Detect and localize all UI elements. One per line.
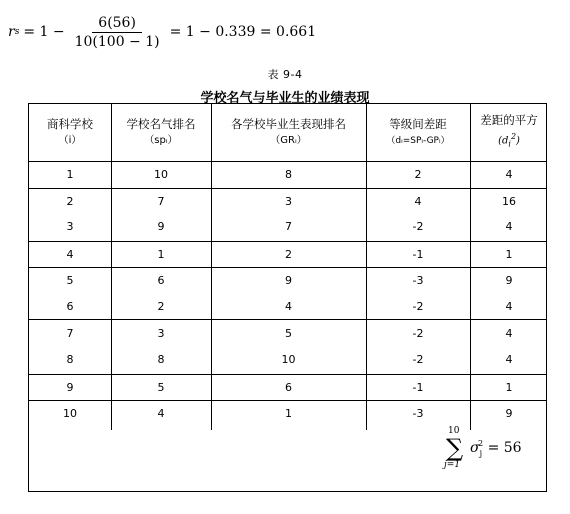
table-cell: 3: [66, 220, 74, 233]
table-cell: -2: [412, 327, 424, 340]
header-diff-squared-symbol: $(d_i^2)$: [498, 132, 520, 149]
table-cell: 9: [66, 381, 74, 394]
spearman-formula: [8, 12, 316, 52]
table-cell: 4: [505, 327, 513, 340]
table-cell: 8: [157, 353, 165, 366]
table-cell: 9: [285, 274, 292, 287]
header-diff-squared: [470, 104, 548, 161]
table-cell: -2: [412, 353, 424, 366]
header-diff-squared-label: 差距的平方: [480, 113, 538, 128]
header-reputation-sub: （spᵢ）: [144, 135, 178, 146]
header-rule: [29, 161, 546, 162]
table-cell: 9: [505, 407, 513, 420]
table-cell: 10: [154, 168, 168, 181]
header-school-sub: （i）: [58, 135, 82, 146]
table-cell: 4: [66, 248, 74, 261]
row-rule: [29, 374, 546, 375]
table-cell: 8: [285, 168, 292, 181]
table-cell: -1: [412, 381, 424, 394]
header-reputation: [111, 104, 211, 161]
header-rank-diff-label: 等级间差距: [389, 117, 447, 131]
header-rank-diff-sub: （dᵢ=SPᵢ-GPᵢ）: [386, 136, 450, 146]
row-rule: [29, 400, 546, 401]
table-cell: 4: [505, 300, 513, 313]
table-cell: 4: [505, 353, 513, 366]
formula-numerator: 6(56): [92, 15, 142, 33]
table-cell: 4: [414, 195, 422, 208]
formula-lhs-sub: s: [14, 27, 20, 37]
table-cell: 1: [66, 168, 74, 181]
table-cell: -3: [412, 407, 424, 420]
sum-term: $\sigma_j^2 = 56$: [470, 439, 522, 458]
table-cell: 4: [505, 168, 513, 181]
table-cell: 2: [157, 300, 165, 313]
header-performance-label: 各学校毕业生表现排名: [231, 117, 346, 131]
table-cell: 9: [505, 274, 513, 287]
formula-one-minus: = 1 −: [23, 24, 65, 40]
table-cell: 1: [285, 407, 292, 420]
table-cell: 5: [157, 381, 165, 394]
table-cell: -2: [412, 220, 424, 233]
table-cell: 2: [285, 248, 292, 261]
formula-rhs: = 1 − 0.339 = 0.661: [169, 24, 317, 40]
sum-expression: [442, 422, 542, 482]
header-performance: [211, 104, 366, 161]
table-cell: 1: [505, 248, 513, 261]
header-school: [29, 104, 111, 161]
formula-lhs-var: r: [8, 24, 15, 40]
table-cell: 6: [66, 300, 74, 313]
row-rule: [29, 267, 546, 268]
header-rank-diff: [366, 104, 470, 161]
table-cell: 3: [157, 327, 165, 340]
table-cell: 10: [63, 407, 77, 420]
table-cell: 6: [285, 381, 292, 394]
table-cell: 5: [285, 327, 292, 340]
formula-denominator: 10(100 − 1): [74, 33, 160, 50]
table-cell: 4: [157, 407, 165, 420]
table-cell: 2: [414, 168, 422, 181]
table-cell: 4: [505, 220, 513, 233]
table-cell: 6: [157, 274, 165, 287]
row-rule: [29, 319, 546, 320]
row-rule: [29, 188, 546, 189]
header-performance-sub: （GRᵢ）: [270, 135, 307, 146]
table-cell: -3: [412, 274, 424, 287]
row-rule: [29, 241, 546, 242]
table-cell: 5: [66, 274, 74, 287]
table-cell: 7: [285, 220, 292, 233]
table-cell: 2: [66, 195, 74, 208]
table-number: 表 9-4: [267, 68, 303, 81]
table-cell: 16: [502, 195, 516, 208]
formula-fraction: [69, 15, 166, 50]
header-reputation-label: 学校名气排名: [126, 117, 196, 131]
table-cell: 7: [66, 327, 74, 340]
table-cell: 9: [157, 220, 165, 233]
table-cell: 1: [505, 381, 513, 394]
sum-upper-limit: 10: [448, 426, 460, 436]
table-cell: 7: [157, 195, 165, 208]
table-cell: 1: [157, 248, 165, 261]
sum-lower-limit: j=1: [444, 460, 461, 470]
table-title: 学校名气与毕业生的业绩表现: [200, 91, 370, 106]
table-cell: -1: [412, 248, 424, 261]
table-cell: 3: [285, 195, 292, 208]
table-cell: -2: [412, 300, 424, 313]
table-cell: 10: [281, 353, 296, 366]
table-cell: 4: [285, 300, 292, 313]
sigma-symbol: ∑: [446, 434, 464, 462]
table-cell: 8: [66, 353, 74, 366]
header-school-label: 商科学校: [47, 117, 93, 131]
sum-equals: = 56: [487, 440, 522, 456]
